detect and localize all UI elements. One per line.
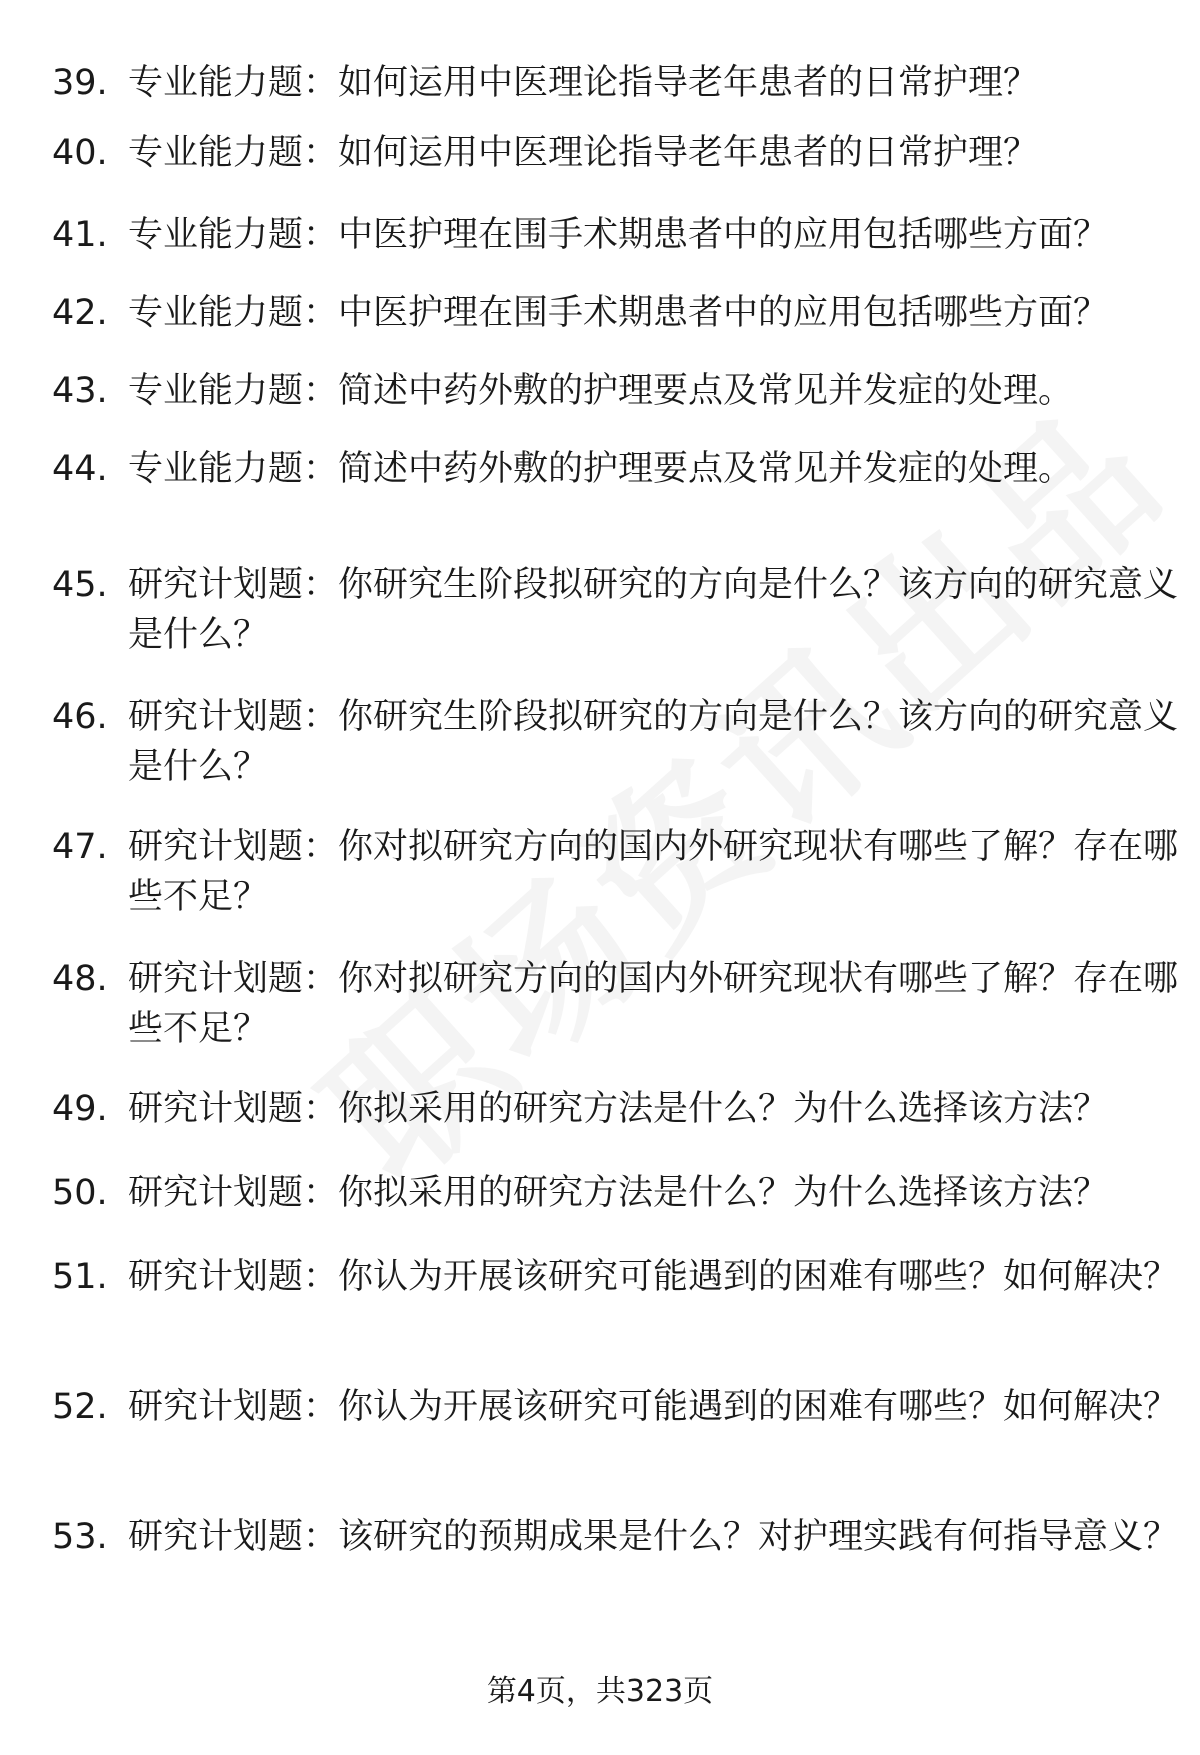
question-number: 51. — [52, 1257, 108, 1297]
question-number: 53. — [52, 1517, 108, 1557]
question-number: 43. — [52, 371, 108, 411]
page-footer: 第4页，共323页 — [486, 1674, 714, 1709]
question-text: 研究计划题：你研究生阶段拟研究的方向是什么？该方向的研究意义是什么？ — [128, 697, 1179, 787]
question-text: 专业能力题：如何运用中医理论指导老年患者的日常护理？ — [128, 63, 1039, 103]
question-text: 专业能力题：中医护理在围手术期患者中的应用包括哪些方面？ — [128, 293, 1109, 333]
question-text: 研究计划题：你认为开展该研究可能遇到的困难有哪些？如何解决？ — [128, 1257, 1179, 1297]
question-number: 49. — [52, 1089, 108, 1129]
question-number: 41. — [52, 215, 108, 255]
question-text: 研究计划题：你研究生阶段拟研究的方向是什么？该方向的研究意义是什么？ — [128, 565, 1179, 655]
question-number: 46. — [52, 697, 108, 737]
question-number: 48. — [52, 959, 108, 999]
question-number: 52. — [52, 1387, 108, 1427]
question-text: 专业能力题：中医护理在围手术期患者中的应用包括哪些方面？ — [128, 215, 1109, 255]
question-text: 研究计划题：该研究的预期成果是什么？对护理实践有何指导意义？ — [128, 1517, 1179, 1557]
question-text: 研究计划题：你拟采用的研究方法是什么？为什么选择该方法？ — [128, 1173, 1109, 1213]
question-text: 研究计划题：你认为开展该研究可能遇到的困难有哪些？如何解决？ — [128, 1387, 1179, 1427]
question-number: 47. — [52, 827, 108, 867]
question-number: 50. — [52, 1173, 108, 1213]
question-number: 44. — [52, 449, 108, 489]
question-text: 研究计划题：你对拟研究方向的国内外研究现状有哪些了解？存在哪些不足？ — [128, 959, 1179, 1049]
question-number: 40. — [52, 133, 108, 173]
question-number: 42. — [52, 293, 108, 333]
question-text: 研究计划题：你对拟研究方向的国内外研究现状有哪些了解？存在哪些不足？ — [128, 827, 1179, 917]
question-number: 39. — [52, 63, 108, 103]
question-text: 专业能力题：简述中药外敷的护理要点及常见并发症的处理。 — [128, 371, 1074, 411]
question-text: 研究计划题：你拟采用的研究方法是什么？为什么选择该方法？ — [128, 1089, 1109, 1129]
question-number: 45. — [52, 565, 108, 605]
question-text: 专业能力题：如何运用中医理论指导老年患者的日常护理？ — [128, 133, 1039, 173]
question-text: 专业能力题：简述中药外敷的护理要点及常见并发症的处理。 — [128, 449, 1074, 489]
